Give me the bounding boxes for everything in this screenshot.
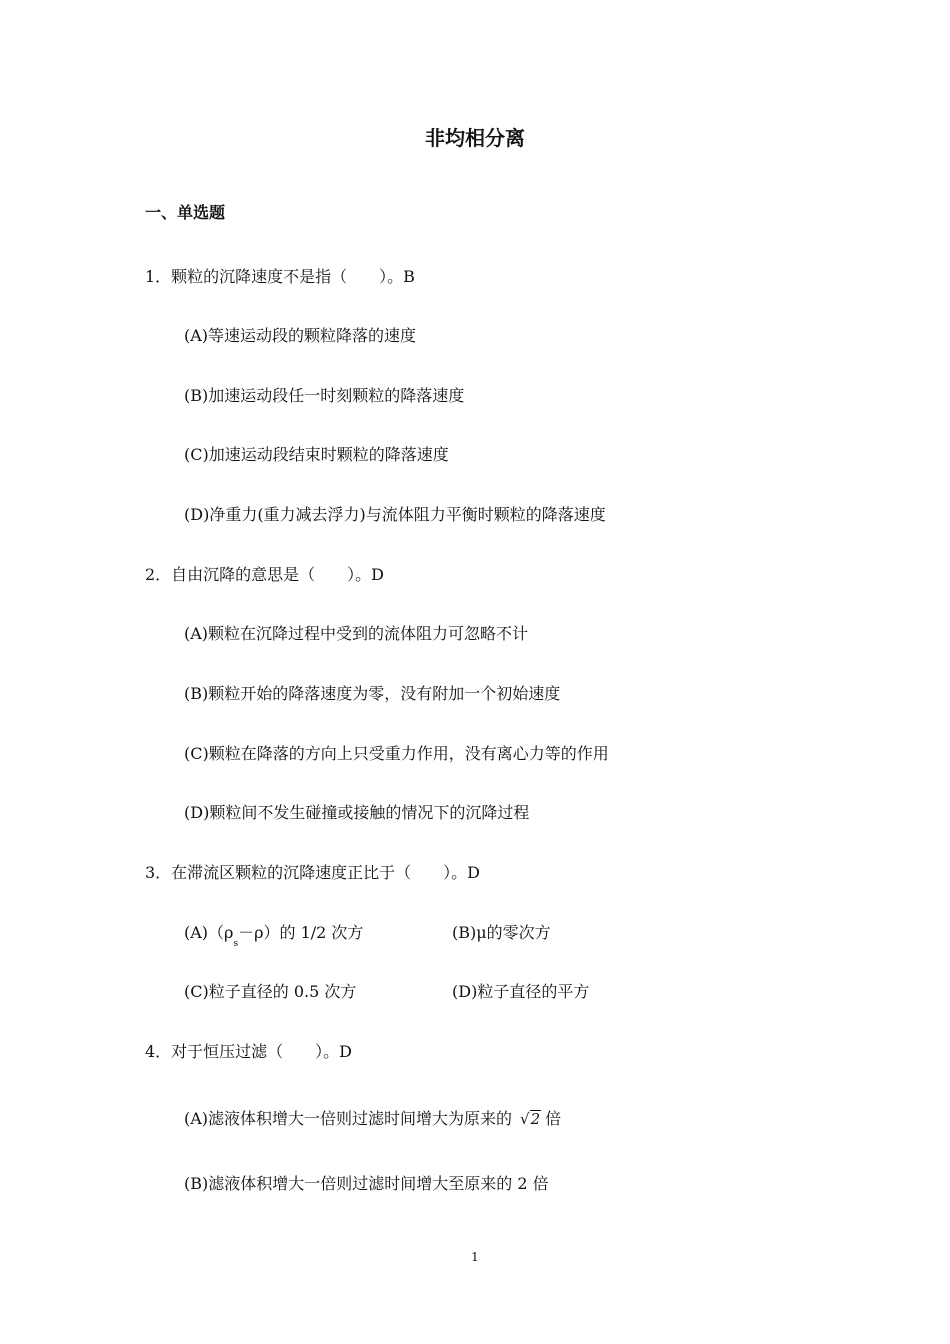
square-root-radicand: 2 <box>530 1110 541 1128</box>
page-number: 1 <box>471 1250 479 1264</box>
question-4-option-b: (B)滤液体积增大一倍则过滤时间增大至原来的 2 倍 <box>184 1174 549 1193</box>
subscript-s: s <box>233 939 239 949</box>
question-3-option-c: (C)粒子直径的 0.5 次方 <box>184 982 357 1001</box>
square-root-icon: √2 <box>520 1110 541 1128</box>
section-heading: 一、单选题 <box>145 203 226 222</box>
question-2-option-c: (C)颗粒在降落的方向上只受重力作用，没有离心力等的作用 <box>184 744 609 763</box>
question-1-option-b: (B)加速运动段任一时刻颗粒的降落速度 <box>184 386 465 405</box>
question-3-option-d: (D)粒子直径的平方 <box>452 982 590 1001</box>
question-1-option-d: (D)净重力(重力减去浮力)与流体阻力平衡时颗粒的降落速度 <box>184 505 606 524</box>
question-2-option-b: (B)颗粒开始的降落速度为零，没有附加一个初始速度 <box>184 684 561 703</box>
question-1-stem: 1．颗粒的沉降速度不是指（ ）。B <box>145 267 415 286</box>
question-1-option-c: (C)加速运动段结束时颗粒的降落速度 <box>184 445 449 464</box>
question-2-option-d: (D)颗粒间不发生碰撞或接触的情况下的沉降过程 <box>184 803 530 822</box>
question-3-option-a <box>184 922 363 947</box>
question-2-stem: 2．自由沉降的意思是（ ）。D <box>145 565 385 584</box>
question-3-option-a-suffix: －ρ）的 1/2 次方 <box>238 923 364 942</box>
question-1-option-a: (A)等速运动段的颗粒降落的速度 <box>184 326 417 345</box>
document-title: 非均相分离 <box>425 126 525 150</box>
question-4-stem: 4．对于恒压过滤（ ）。D <box>145 1042 353 1061</box>
question-4-option-a-suffix: 倍 <box>545 1109 562 1128</box>
question-4-option-a-prefix: (A)滤液体积增大一倍则过滤时间增大为原来的 <box>184 1109 513 1128</box>
question-3-option-b: (B)μ的零次方 <box>452 923 551 942</box>
question-3-option-a-prefix: (A)（ρ <box>184 923 234 942</box>
question-2-option-a: (A)颗粒在沉降过程中受到的流体阻力可忽略不计 <box>184 624 529 643</box>
question-4-option-a <box>184 1108 561 1130</box>
question-3-stem: 3．在滞流区颗粒的沉降速度正比于（ ）。D <box>145 863 481 882</box>
